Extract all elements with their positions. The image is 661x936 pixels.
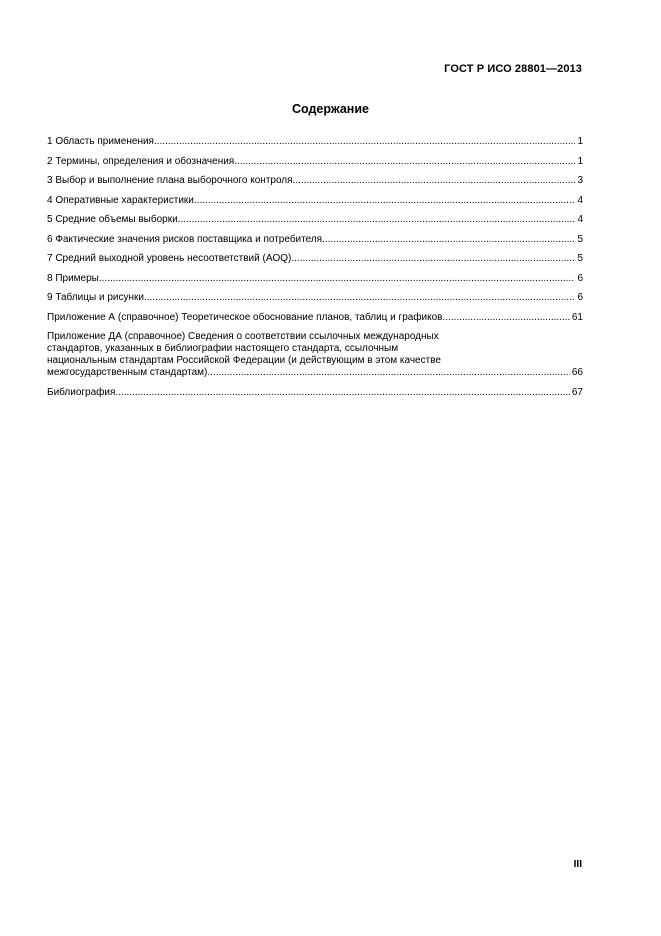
toc-entry-page: 5 [577,253,583,264]
toc-leader-dots [293,175,576,187]
toc-entry[interactable] [47,273,583,285]
toc-entry-label: 8 Примеры [47,272,99,284]
toc-leader-dots [194,195,576,207]
toc-entry-label: Приложение А (справочное) Теоретическое обоснование планов, таблиц и графиков [47,311,443,323]
toc-entry[interactable] [47,214,583,226]
toc-entry[interactable] [47,175,583,187]
toc-entry[interactable] [47,195,583,207]
toc-entry-last-line [47,367,583,379]
toc-entry-appendix-da[interactable] [47,331,583,379]
toc-leader-dots [115,387,569,399]
toc-entry-label: 2 Термины, определения и обозначения [47,155,235,167]
toc-entry[interactable] [47,234,583,246]
toc-title: Содержание [291,102,369,116]
toc-entry-label: 4 Оперативные характеристики [47,194,194,206]
toc-entry-bibliography[interactable] [47,387,583,399]
toc-entry[interactable] [47,312,583,324]
toc-leader-dots [234,156,575,168]
toc-entry-label-line: стандартов, указанных в библиографии настоящего стандарта, ссылочным [47,343,399,354]
toc-entry[interactable] [47,292,583,304]
toc-entry-page: 61 [571,311,583,323]
toc-leader-dots [322,234,575,246]
toc-leader-dots [178,214,576,226]
toc-entry-label: 1 Область применения [47,136,154,147]
toc-entry[interactable] [47,136,583,148]
page-number: III [573,859,582,870]
toc-entry-page: 4 [577,214,583,225]
toc-entry-page: 6 [577,272,583,284]
toc-leader-dots [443,312,570,324]
toc-entry[interactable] [47,156,583,168]
toc-leader-dots [291,253,575,265]
toc-entry-label: 5 Средние объемы выборки [47,214,178,225]
table-of-contents [47,136,583,407]
toc-entry-page: 4 [577,194,583,206]
toc-entry[interactable] [47,253,583,265]
toc-leader-dots [144,292,575,304]
toc-entry-page: 1 [577,155,583,167]
toc-entry-label: 6 Фактические значения рисков поставщика и потребителя [47,233,323,245]
document-code: ГОСТ Р ИСО 28801—2013 [444,63,582,75]
toc-entry-label-line: межгосударственным стандартам) [47,367,208,378]
toc-entry-page: 66 [571,367,583,378]
toc-entry-page: 67 [571,387,583,398]
toc-leader-dots [154,136,575,148]
toc-entry-label: 7 Средний выходной уровень несоответствий (AOQ) [47,253,292,264]
toc-leader-dots [99,273,576,285]
toc-entry-page: 3 [577,175,583,186]
toc-leader-dots [207,367,569,379]
toc-entry-label-line: Приложение ДА (справочное) Сведения о соответствии ссылочных международных [47,331,439,342]
toc-entry-page: 1 [577,136,583,147]
toc-entry-page: 5 [577,233,583,245]
toc-entry-label-line: национальным стандартам Российской Федерации (и действующим в этом качестве [47,355,441,366]
toc-entry-label: 9 Таблицы и рисунки [47,292,144,303]
toc-entry-label: Библиография [47,387,116,398]
toc-entry-page: 6 [577,292,583,303]
toc-entry-label: 3 Выбор и выполнение плана выборочного контроля [47,175,293,186]
